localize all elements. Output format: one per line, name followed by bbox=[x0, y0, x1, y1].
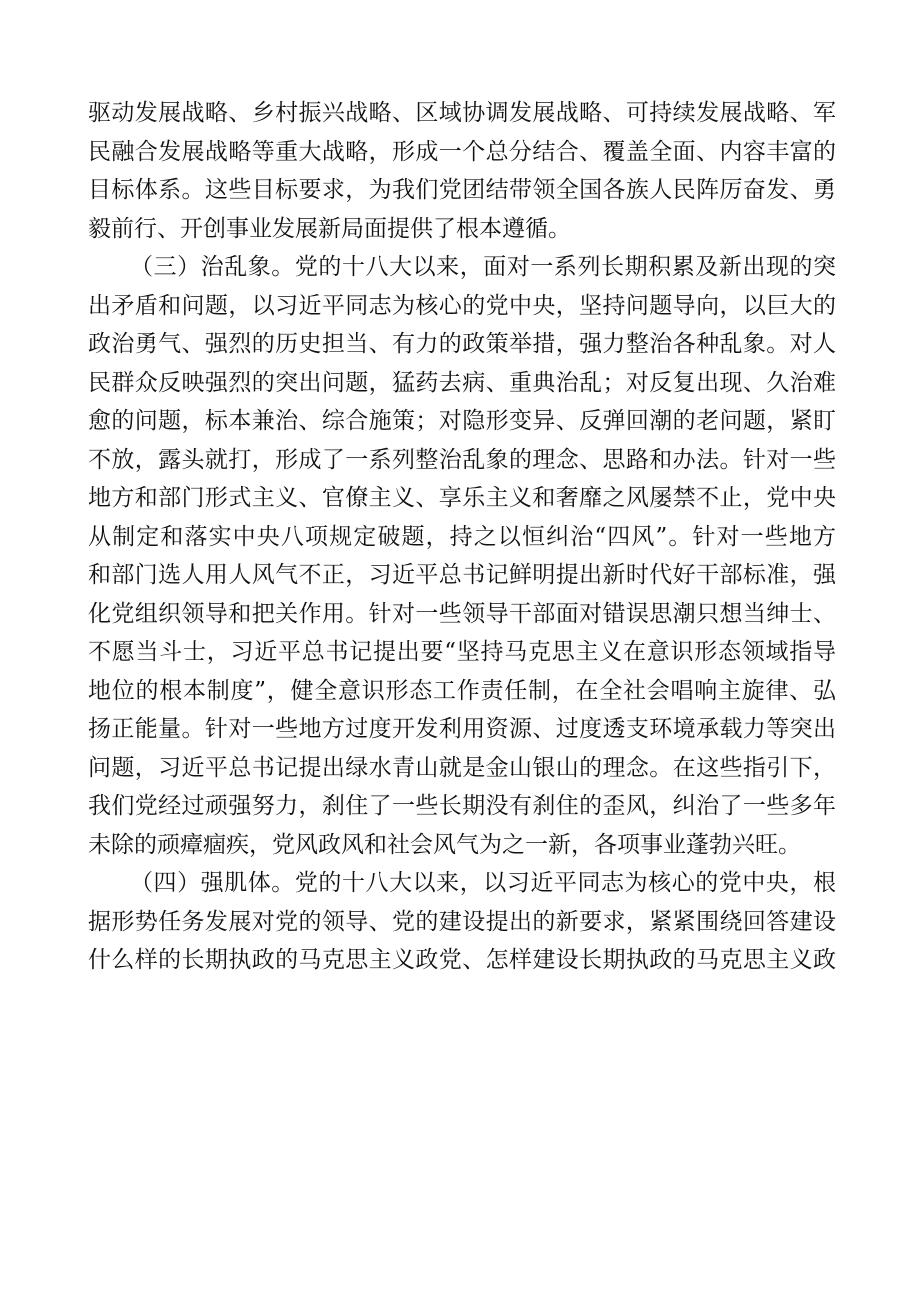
text-line: 化党组织领导和把关作用。针对一些领导干部面对错误思潮只想当绅士、 bbox=[88, 600, 836, 627]
text-line: 问题，习近平总书记提出绿水青山就是金山银山的理念。在这些指引下， bbox=[88, 754, 836, 781]
text-line: 不放，露头就打，形成了一系列整治乱象的理念、思路和办法。针对一些 bbox=[88, 446, 836, 473]
text-line: 驱动发展战略、乡村振兴战略、区域协调发展战略、可持续发展战略、军 bbox=[88, 100, 836, 126]
text-line: 和部门选人用人风气不正，习近平总书记鲜明提出新时代好干部标准，强 bbox=[88, 562, 836, 588]
text-line: 政治勇气、强烈的历史担当、有力的政策举措，强力整治各种乱象。对人 bbox=[88, 331, 836, 357]
text-line: 我们党经过顽强努力，刹住了一些长期没有刹住的歪风，纠治了一些多年 bbox=[88, 793, 836, 819]
text-line: 毅前行、开创事业发展新局面提供了根本遵循。 bbox=[88, 215, 571, 242]
text-line: 未除的顽瘴痼疾，党风政风和社会风气为之一新，各项事业蓬勃兴旺。 bbox=[88, 831, 801, 858]
text-line: 地方和部门形式主义、官僚主义、享乐主义和奢靡之风屡禁不止，党中央 bbox=[88, 485, 836, 511]
text-line: 不愿当斗士，习近平总书记提出要“坚持马克思主义在意识形态领域指导 bbox=[88, 639, 836, 665]
text-line: 扬正能量。针对一些地方过度开发利用资源、过度透支环境承载力等突出 bbox=[88, 716, 836, 742]
text-line: 据形势任务发展对党的领导、党的建设提出的新要求，紧紧围绕回答建设 bbox=[88, 908, 836, 935]
body-text bbox=[88, 94, 836, 980]
text-line: 目标体系。这些目标要求，为我们党团结带领全国各族人民阵厉奋发、勇 bbox=[88, 177, 836, 203]
text-line: 地位的根本制度”，健全意识形态工作责任制，在全社会唱响主旋律、弘 bbox=[88, 677, 836, 704]
text-line: 出矛盾和问题，以习近平同志为核心的党中央，坚持问题导向，以巨大的 bbox=[88, 292, 836, 319]
text-line: 什么样的长期执政的马克思主义政党、怎样建设长期执政的马克思主义政 bbox=[88, 947, 836, 973]
paragraph-heading-line: （三）治乱象。党的十八大以来，面对一系列长期积累及新出现的突 bbox=[130, 254, 836, 280]
text-line: 从制定和落实中央八项规定破题，持之以恒纠治“四风”。针对一些地方 bbox=[88, 523, 836, 550]
text-line: 民融合发展战略等重大战略，形成一个总分结合、覆盖全面、内容丰富的 bbox=[88, 138, 836, 165]
text-line: 民群众反映强烈的突出问题，猛药去病、重典治乱；对反复出现、久治难 bbox=[88, 369, 836, 396]
text-line: 愈的问题，标本兼治、综合施策；对隐形变异、反弹回潮的老问题，紧盯 bbox=[88, 408, 836, 434]
paragraph-heading-line: （四）强肌体。党的十八大以来，以习近平同志为核心的党中央，根 bbox=[130, 870, 836, 896]
